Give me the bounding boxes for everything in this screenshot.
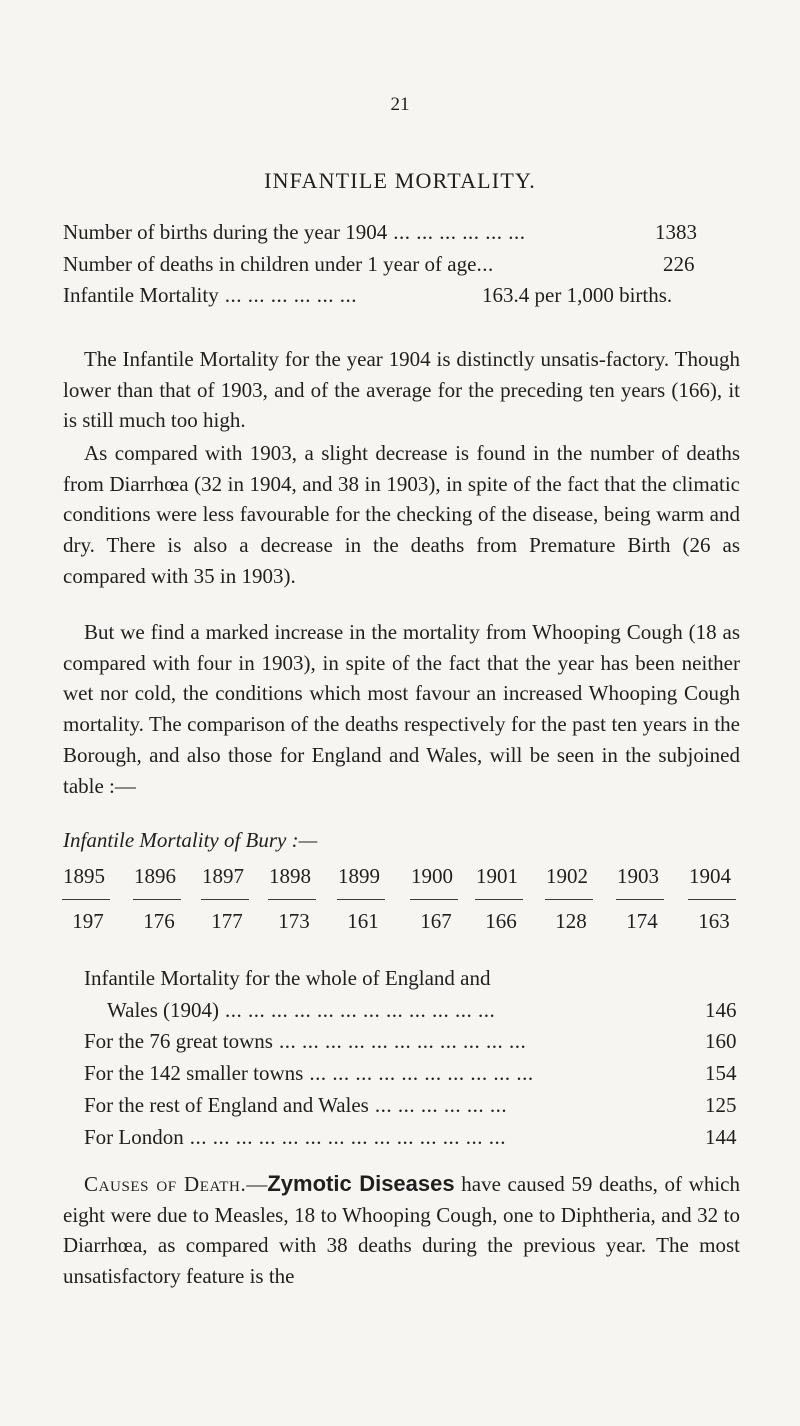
bury-rule	[268, 899, 316, 900]
page-title: INFANTILE MORTALITY.	[264, 168, 536, 193]
england-table-line1: Infantile Mortality for the whole of England and	[84, 966, 491, 990]
bury-value-1899: 161	[347, 909, 379, 933]
zymotic-diseases: Zymotic Diseases	[267, 1171, 455, 1196]
england-row-label: Wales (1904) ... ... ... ... ... ... ... ... ... ... ... ...	[107, 998, 496, 1022]
bury-table-heading: Infantile Mortality of Bury :—	[63, 828, 318, 852]
bury-rule	[337, 899, 385, 900]
england-row-label: For the 76 great towns ... ... ... ... ... ... ... ... ... ... ...	[84, 1029, 527, 1053]
bury-rule	[201, 899, 249, 900]
paragraph-2: As compared with 1903, a slight decrease is found in the number of deaths from Diarrhœa (32 in 1904, and 38 in 1903), in spite of the fact that the climatic conditions were less favourable for the checking of the disease, being warm and dry. There is also a decrease in the deaths from Premature Birth (26 as compared with 35 in 1903).	[63, 441, 740, 588]
england-row-value: 125	[705, 1093, 737, 1117]
causes-paragraph: Causes of Death.—Zymotic Diseases have caused 59 deaths, of which eight were due to Measles, 18 to Whooping Cough, one to Diphtheria, and 32 to Diarrhœa, as compared with 38 deaths during the previous year. The most unsatisfactory feature is the	[63, 1171, 740, 1289]
page-number: 21	[390, 94, 410, 115]
bury-value-1896: 176	[143, 909, 175, 933]
bury-value-1901: 166	[485, 909, 517, 933]
deaths-value: 226	[663, 252, 695, 276]
bury-value-1897: 177	[211, 909, 243, 933]
mortality-label: Infantile Mortality ... ... ... ... ... ...	[63, 283, 357, 307]
england-row-label: For the rest of England and Wales ... ... ... ... ... ...	[84, 1093, 508, 1117]
bury-year-1895: 1895	[63, 864, 105, 888]
bury-rule	[616, 899, 664, 900]
bury-value-1900: 167	[420, 909, 452, 933]
deaths-label: Number of deaths in children under 1 year of age...	[63, 252, 494, 276]
bury-rule	[62, 899, 110, 900]
bury-rule	[545, 899, 593, 900]
england-row-value: 146	[705, 998, 737, 1022]
bury-rule	[133, 899, 181, 900]
paragraph-3: But we find a marked increase in the mortality from Whooping Cough (18 as compared with four in 1903), in spite of the fact that the year has been neither wet nor cold, the conditions which most favour an increased Whooping Cough mortality. The comparison of the deaths respectively for the past ten years in the Borough, and also those for England and Wales, will be seen in the subjoined table :—	[63, 620, 740, 798]
bury-value-1903: 174	[626, 909, 658, 933]
england-row-value: 154	[705, 1061, 737, 1085]
bury-value-1902: 128	[555, 909, 587, 933]
bury-rule	[475, 899, 523, 900]
mortality-value: 163.4 per 1,000 births.	[482, 283, 673, 307]
bury-year-1896: 1896	[134, 864, 176, 888]
bury-year-1898: 1898	[269, 864, 311, 888]
bury-year-1904: 1904	[689, 864, 731, 888]
england-row-value: 144	[705, 1125, 737, 1149]
bury-rule	[688, 899, 736, 900]
bury-year-1900: 1900	[411, 864, 453, 888]
births-label: Number of births during the year 1904 ... ... ... ... ... ...	[63, 220, 526, 244]
bury-year-1903: 1903	[617, 864, 659, 888]
bury-year-1897: 1897	[202, 864, 244, 888]
england-row-label: For the 142 smaller towns ... ... ... ... ... ... ... ... ... ...	[84, 1061, 534, 1085]
bury-year-1899: 1899	[338, 864, 380, 888]
bury-year-1901: 1901	[476, 864, 518, 888]
bury-value-1904: 163	[698, 909, 730, 933]
england-row-value: 160	[705, 1029, 737, 1053]
bury-value-1895: 197	[72, 909, 104, 933]
births-value: 1383	[655, 220, 697, 244]
bury-year-1902: 1902	[546, 864, 588, 888]
bury-value-1898: 173	[278, 909, 310, 933]
england-row-label: For London ... ... ... ... ... ... ... ... ... ... ... ... ... ...	[84, 1125, 506, 1149]
bury-rule	[410, 899, 458, 900]
causes-heading: Causes of Death.	[84, 1172, 247, 1196]
paragraph-1: The Infantile Mortality for the year 1904 is distinctly unsatis-factory. Though lower than that of 1903, and of the average for the preceding ten years (166), it is still much too high.	[63, 347, 740, 433]
